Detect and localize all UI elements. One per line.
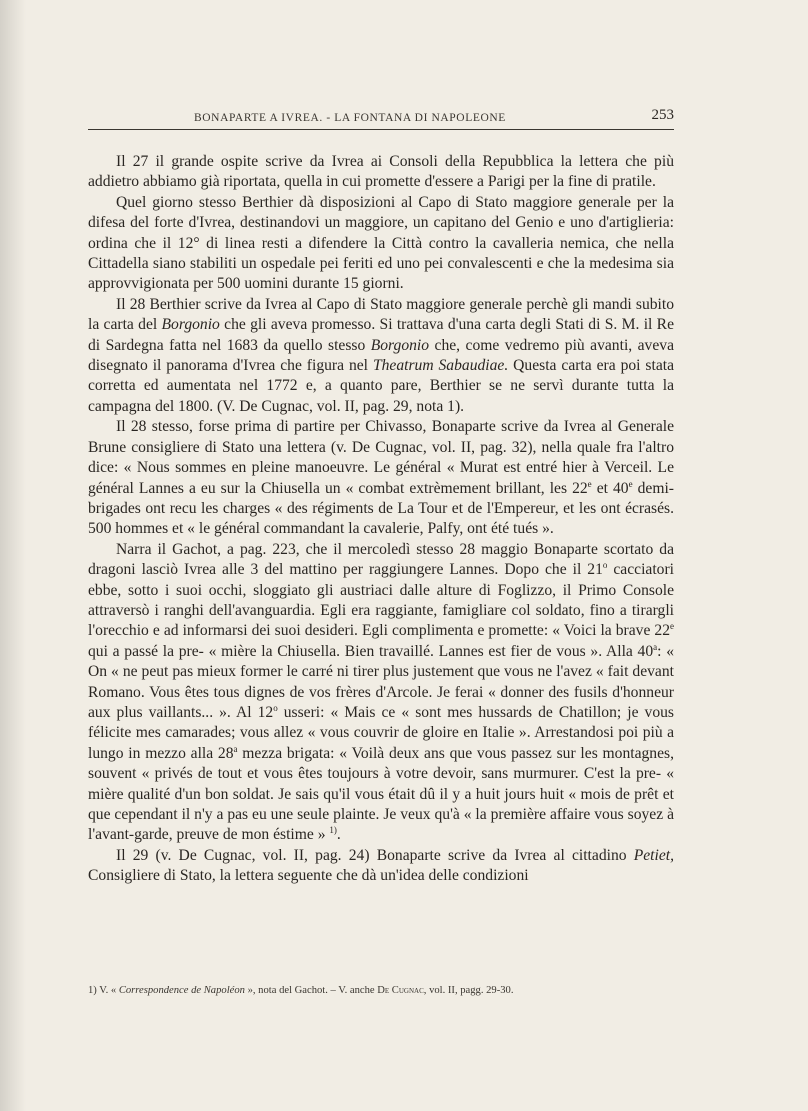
body-text: [88, 152, 674, 887]
italic-borgonio-2: Borgonio: [370, 336, 430, 354]
footnote-author: De Cugnac: [377, 985, 424, 996]
italic-borgonio: Borgonio: [161, 316, 220, 334]
footnote-ref-1: 1): [329, 825, 337, 836]
footnote-1: 1) V. « Correspondence de Napoléon », nota del Gachot. – V. anche De Cugnac, vol. II, pagg. 29-30.: [88, 985, 514, 996]
running-title: BONAPARTE A IVREA. - LA FONTANA DI NAPOLEONE: [194, 112, 506, 124]
paragraph-1: Il 27 il grande ospite scrive da Ivrea ai Consoli della Repubblica la lettera che più addietro abbiamo già riportata, quella in cui promette d'essere a Parigi per la fine di pratile.: [88, 153, 674, 191]
paragraph-6: Il 29 (v. De Cugnac, vol. II, pag. 24) Bonaparte scrive da Ivrea al cittadino Petiet, Consigliere di Stato, la lettera seguente che dà un'idea delle condizioni: [88, 846, 674, 885]
paragraph-4: Il 28 stesso, forse prima di partire per Chivasso, Bonaparte scrive da Ivrea al Generale Brune consigliere di Stato una lettera (v. De Cugnac, vol. II, pag. 32), nella quale fra l'altro dice: « Nous sommes en pleine manoeuvre. Le général « Murat est entré hier à Verceil. Le général Lannes a eu sur la Chiusella un « combat extrèmement brillant, les 22e et 40e demi-brigades ont recu les charges « des régiments de La Tour et de l'Empereur, et les ont écrasés. 500 hommes et « le général commandant la cavalerie, Palfy, ont été tués ».: [88, 418, 674, 538]
running-header: [88, 107, 674, 130]
paragraph-5: Narra il Gachot, a pag. 223, che il mercoledì stesso 28 maggio Bonaparte scortato da dragoni lasciò Ivrea alle 3 del mattino per raggiungere Lannes. Dopo che il 21$^o$ cacciatori ebbe, sotto i suoi occhi, sloggiato gli austriaci dalle alture di Foglizzo, il Primo Console attraversò i ranghi dell'avanguardia. Egli era raggiante, famigliare col soldato, fino a tirargli l'orecchio e ad informarsi dei suoi desideri. Egli complimenta e promette: « Voici la brave 22e qui a passé la pre- « mière la Chiusella. Bien travaillé. Lannes est fier de vous ». Alla 40$^a$: « On « ne peut pas mieux former le carré ni tirer plus justement que vous ne l'avez « fait devant Romano. Vous êtes tous dignes de vos frères d'Arcole. Je ferai « donner des fusils d'honneur aux plus vaillants... ». Al 12$^o$ usseri: « Mais ce « sont mes hussards de Chatillon; je vous félicite mes camarades; vous allez « vous couvrir de gloire en Italie ». Arrestandosi poi più a lungo in mezzo alla 28$^a$ mezza brigata: « Voilà deux ans que vous passez sur les montagnes, souvent « privés de tout et vous êtes toujours à votre devoir, sans murmurer. C'est la pre- « mière qualité d'un bon soldat. Je sais qu'il vous était dû il y a huit jours huit « mois de prêt et que cependant il n'y a pas eu une seule plainte. Je veux qu'à « la première affaire vous soyez à l'avant-garde, preuve de mon éstime » $^{1)}$.: [88, 540, 674, 844]
footnote-title: Correspondence de Napoléon: [118, 985, 245, 996]
page-number: 253: [651, 107, 674, 123]
paragraph-3: Il 28 Berthier scrive da Ivrea al Capo di Stato maggiore generale perchè gli mandi subito la carta del Borgonio che gli aveva promesso. Si trattava d'una carta degli Stati di S. M. il Re di Sardegna fatta nel 1683 da quello stesso Borgonio che, come vedremo più avanti, aveva disegnato il panorama d'Ivrea che figura nel Theatrum Sabaudiae. Questa carta era poi stata corretta ed aumentata nel 1772 e, a quanto pare, Berthier se ne servì durante tutta la campagna del 1800. (V. De Cugnac, vol. II, pag. 29, nota 1).: [88, 295, 675, 415]
paragraph-2: Quel giorno stesso Berthier dà disposizioni al Capo di Stato maggiore generale per la difesa del forte d'Ivrea, destinandovi un maggiore, un capitano del Genio e uno d'artiglieria: ordina che il 12° di linea resti a difendere la Città contro la cavalleria nemica, che nella Cittadella siano stabiliti un ospedale pei feriti ed uno pei convalescenti e che la medesima sia approvvigionata per 500 uomini durante 15 giorni.: [88, 193, 674, 293]
page-gutter-shadow: [0, 0, 26, 1111]
italic-theatrum: Theatrum Sabaudiae.: [372, 357, 509, 375]
italic-petiet: Petiet,: [633, 846, 674, 864]
